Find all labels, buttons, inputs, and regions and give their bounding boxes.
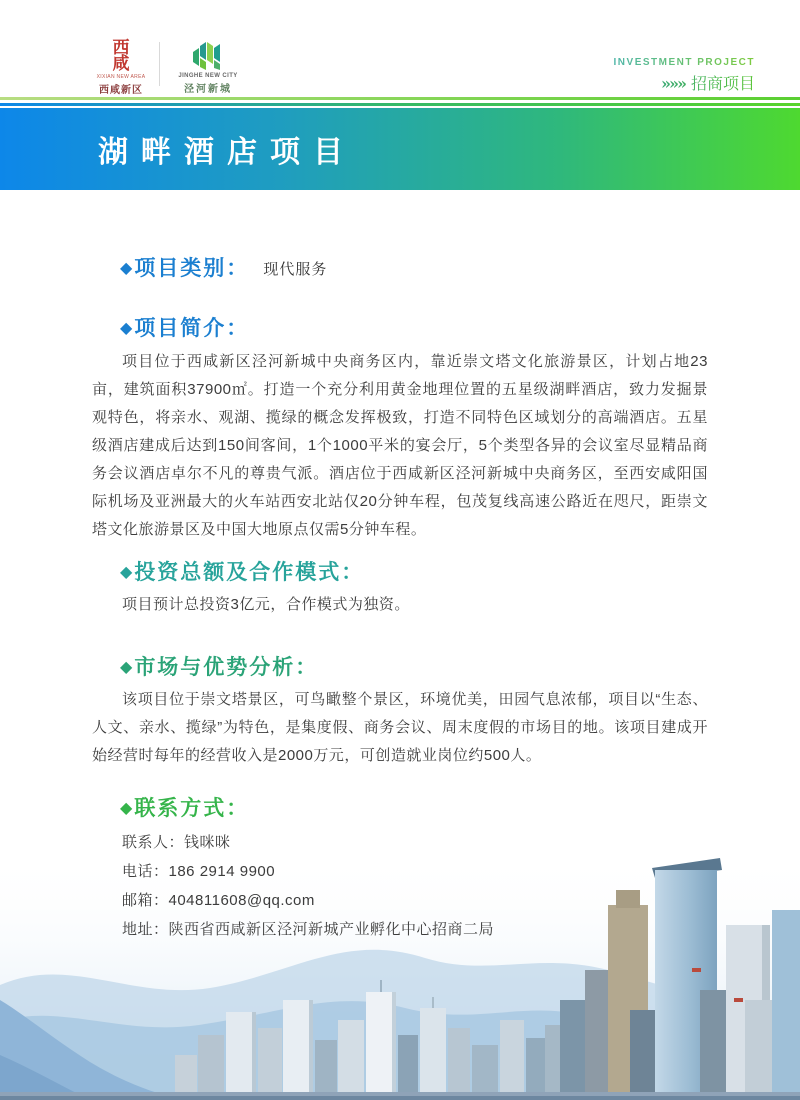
tagline [614,57,755,94]
jinghe-buildings-icon [191,40,225,70]
page-title: 湖畔酒店项目 [98,135,356,170]
market-paragraph: 该项目位于崇文塔景区，可鸟瞰整个景区，环境优美，田园气息浓郁，项目以“生态、人文、亲水、揽绿”为特色，是集度假、商务会议、周末度假的市场目的地。该项目建成开始经营时每年的经营收入是2000万元，可创造就业岗位约500人。 [92,691,708,764]
contact-block [92,828,708,944]
diamond-icon: ◆ [120,257,133,277]
jinghe-logo [172,40,244,95]
section-heading-category [92,252,708,282]
section-heading-intro [92,312,708,342]
double-chevron-icon: »»» [660,74,685,93]
page-header [0,0,800,97]
tagline-cn-text: 招商项目 [690,74,755,93]
diamond-icon: ◆ [120,797,133,817]
xixian-caption-en: XIXIAN NEW AREA [96,74,146,80]
diamond-icon: ◆ [120,656,133,676]
investment-paragraph: 项目预计总投资3亿元，合作模式为独资。 [122,596,410,613]
investment-heading-text: 投资总额及合作模式： [134,559,365,584]
xixian-logo [95,40,147,96]
xixian-caption-cn: 西咸新区 [99,85,143,96]
tagline-cn [614,71,755,94]
intro-heading-text: 项目简介： [134,315,250,340]
contact-person: 联系人：钱咪咪 [122,834,231,851]
category-value: 现代服务 [263,260,328,278]
diamond-icon: ◆ [120,317,133,337]
tagline-en: INVESTMENT PROJECT [613,57,755,68]
contact-phone: 电话：186 2914 9900 [122,863,276,880]
section-heading-contact [92,792,708,822]
content-area [0,252,800,944]
contact-address: 地址：陕西省西咸新区泾河新城产业孵化中心招商二局 [122,921,495,938]
contact-heading-text: 联系方式： [134,795,250,820]
section-heading-investment [92,556,708,586]
diamond-icon: ◆ [120,561,133,581]
market-heading-text: 市场与优势分析： [134,654,319,679]
intro-paragraph: 项目位于西咸新区泾河新城中央商务区内，靠近崇文塔文化旅游景区，计划占地23亩，建筑面积37900㎡。打造一个充分利用黄金地理位置的五星级湖畔酒店，致力发掘景观特色，将亲水、观湖、揽绿的概念发挥极致，打造不同特色区域划分的高端酒店。五星级酒店建成后达到150间客间，1个1000平米的宴会厅，5个类型各异的会议室尽显精品商务会议酒店卓尔不凡的尊贵气派。酒店位于西咸新区泾河新城中央商务区，至西安咸阳国际机场及亚洲最大的火车站西安北站仅20分钟车程，包茂复线高速公路近在咫尺，距崇文塔文化旅游景区及中国大地原点仅需5分钟车程。 [92,353,708,538]
logo-divider [159,42,160,86]
jinghe-caption-en: JINGHE NEW CITY [178,73,238,79]
section-heading-market [92,651,708,681]
xixian-seal-icon: 西 咸 [112,38,130,74]
contact-email: 邮箱：404811608@qq.com [122,892,315,909]
category-heading-text: 项目类别： [134,255,250,280]
jinghe-caption-cn: 泾河新城 [184,84,232,95]
logo-group [95,40,244,96]
title-banner [0,108,800,190]
